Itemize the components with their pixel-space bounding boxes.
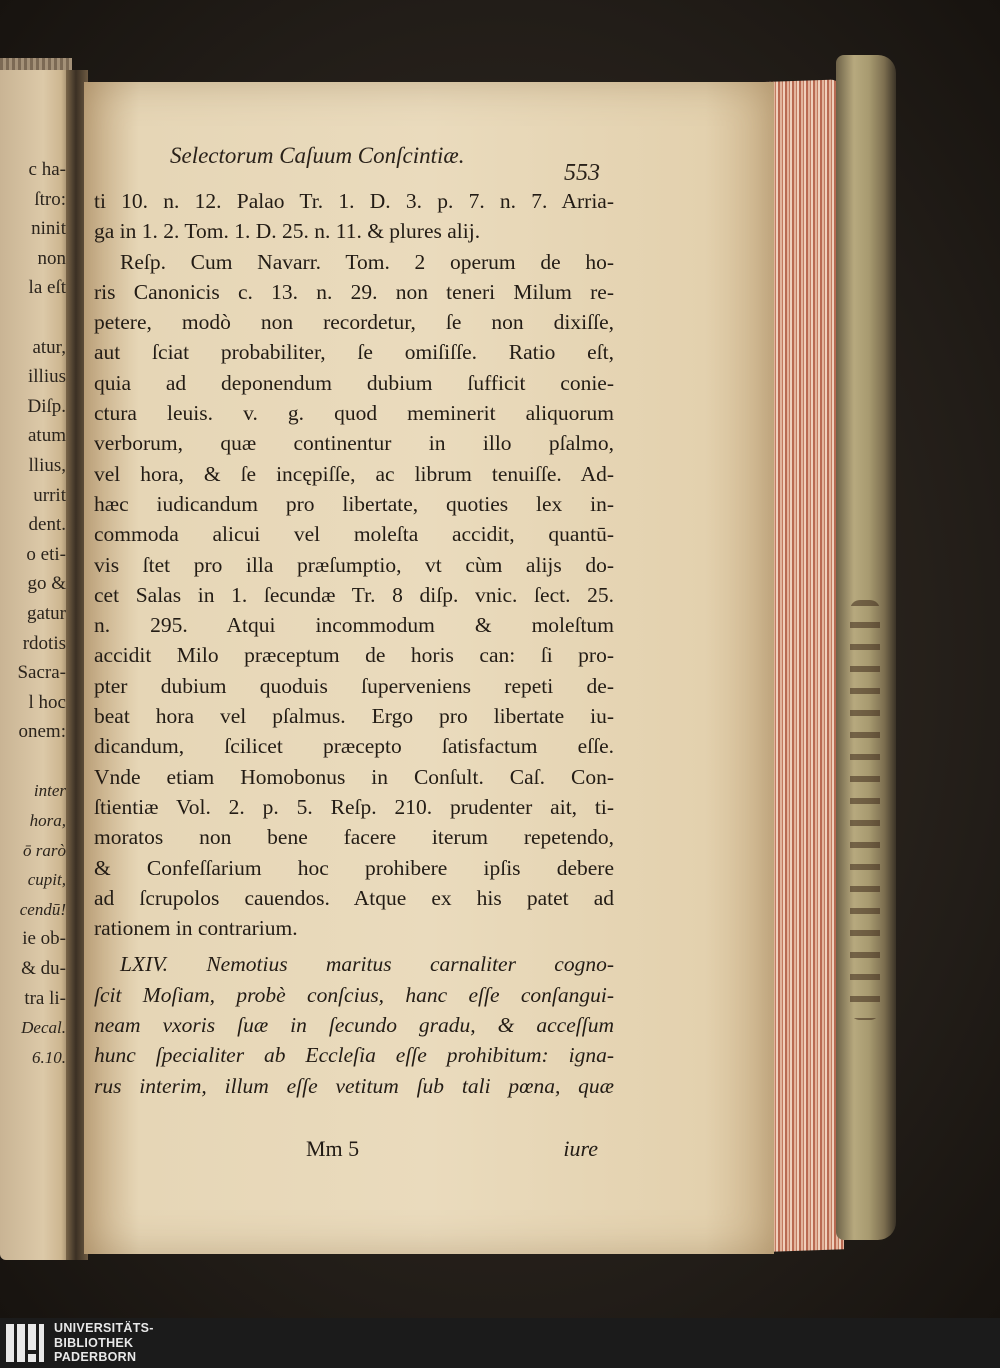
left-page-line — [0, 303, 66, 333]
text-line: LXIV. Nemotius maritus carnaliter cogno- — [120, 952, 614, 977]
text-line: ctura leuis. v. g. quod meminerit aliquorum — [94, 401, 614, 426]
left-page-line: atum — [28, 425, 66, 447]
left-page-line: c ha- — [28, 159, 66, 180]
left-page-line: atur, — [32, 336, 66, 358]
text-line: verborum, quæ continentur in illo pſalmo, — [94, 431, 614, 456]
text-line: ga in 1. 2. Tom. 1. D. 25. n. 11. & plures alij. — [94, 219, 481, 244]
text-line: n. 295. Atqui incommodum & moleſtum — [94, 613, 614, 638]
text-line: dicandum, ſcilicet præcepto ſatisfactum eſſe. — [94, 734, 614, 759]
left-page-line: inter — [33, 781, 66, 801]
text-line: & Confeſſarium hoc prohibere ipſis debere — [94, 855, 614, 880]
text-line: rationem in contrarium. — [94, 916, 298, 941]
text-line: ſcit Moſiam, probè conſcius, hanc eſſe conſangui- — [94, 982, 614, 1007]
left-page-line: Decal. — [21, 1018, 66, 1038]
left-page-line: dent. — [28, 514, 66, 536]
university-library-logo-icon — [4, 1322, 46, 1364]
text-line: commoda alicui vel moleſta accidit, quantū- — [94, 522, 614, 547]
page-number: 553 — [564, 160, 600, 186]
left-page-line: urrit — [33, 484, 66, 506]
library-name-line: BIBLIOTHEK — [54, 1335, 134, 1350]
text-line: petere, modò non recordetur, ſe non dixiſſe, — [94, 310, 614, 335]
left-page-line: non — [37, 247, 66, 269]
text-line: rus interim, illum eſſe vetitum ſub tali pœna, quæ — [94, 1073, 614, 1098]
cover-wear-marks — [850, 600, 880, 1020]
left-page-line: go & — [27, 573, 66, 595]
text-line: Vnde etiam Homobonus in Conſult. Caſ. Con- — [94, 764, 614, 789]
text-line: pter dubium quoduis ſuperveniens repeti de- — [94, 673, 614, 698]
left-page-line: Sacra- — [17, 662, 66, 684]
text-line: quia ad deponendum dubium ſufficit conie- — [94, 370, 614, 395]
left-page-line: o eti- — [26, 543, 66, 565]
left-page-line: ſtro: — [34, 188, 66, 210]
left-page-line: la eſt — [28, 277, 66, 299]
left-page-text-column — [0, 155, 66, 1072]
text-line: aut ſciat probabiliter, ſe omiſiſſe. Ratio eſt, — [94, 340, 614, 365]
text-line: ad ſcrupolos cauendos. Atque ex his patet ad — [94, 885, 614, 910]
library-name-line: UNIVERSITÄTS- — [54, 1321, 154, 1335]
left-page-line: ō rarò — [23, 840, 66, 860]
page-fore-edge — [764, 79, 844, 1252]
left-page-line: gatur — [26, 602, 66, 624]
text-line: Reſp. Cum Navarr. Tom. 2 operum de ho- — [120, 249, 614, 274]
text-line: vel hora, & ſe incępiſſe, ac librum tenuiſſe. Ad- — [94, 461, 614, 486]
library-name-line: PADERBORN — [54, 1350, 137, 1364]
left-page-line: llius, — [28, 454, 66, 476]
left-page-line: rdotis — [22, 632, 66, 654]
left-page-line: onem: — [18, 721, 66, 743]
text-line: ſtientiæ Vol. 2. p. 5. Reſp. 210. prudenter ait, ti- — [94, 794, 614, 819]
left-page-line: 6.10. — [32, 1047, 66, 1067]
running-header: Selectorum Caſuum Conſcintiæ. — [170, 143, 465, 168]
text-line: accidit Milo præceptum de horis can: ſi pro- — [94, 643, 614, 668]
library-name — [54, 1321, 154, 1365]
left-page-line: illius — [27, 366, 66, 388]
text-line: ris Canonicis c. 13. n. 29. non teneri Milum re- — [94, 279, 614, 304]
left-page-line: tra li- — [24, 987, 66, 1009]
text-line: hunc ſpecialiter ab Eccleſia eſſe prohibitum: igna- — [94, 1043, 614, 1068]
left-page-line: cupit, — [27, 870, 66, 890]
text-line: hæc iudicandum pro libertate, quoties lex in- — [94, 491, 614, 516]
catchword: iure — [563, 1136, 598, 1161]
text-line: vis ſtet pro illa præſumptio, vt cùm alijs do- — [94, 552, 614, 577]
left-page-line: & du- — [21, 958, 66, 980]
left-page-line: l hoc — [28, 691, 66, 713]
text-line: beat hora vel pſalmus. Ergo pro libertate iu- — [94, 704, 614, 729]
left-page-line: Diſp. — [27, 395, 66, 417]
text-line: neam vxoris ſuæ in ſecundo gradu, & acceſſum — [94, 1013, 614, 1038]
left-page-line — [0, 747, 66, 777]
text-line: moratos non bene facere iterum repetendo, — [94, 825, 614, 850]
left-page-line: ninit — [31, 218, 66, 240]
left-page-line: cendū! — [19, 899, 66, 919]
page-body-text — [94, 186, 614, 1101]
signature-mark: Mm 5 — [306, 1136, 360, 1161]
text-line: cet Salas in 1. ſecundæ Tr. 8 diſp. vnic. ſect. 25. — [94, 582, 614, 607]
left-page-line: hora, — [29, 811, 66, 831]
left-page-line: ie ob- — [22, 928, 66, 950]
text-line: ti 10. n. 12. Palao Tr. 1. D. 3. p. 7. n. 7. Arria- — [94, 189, 614, 213]
